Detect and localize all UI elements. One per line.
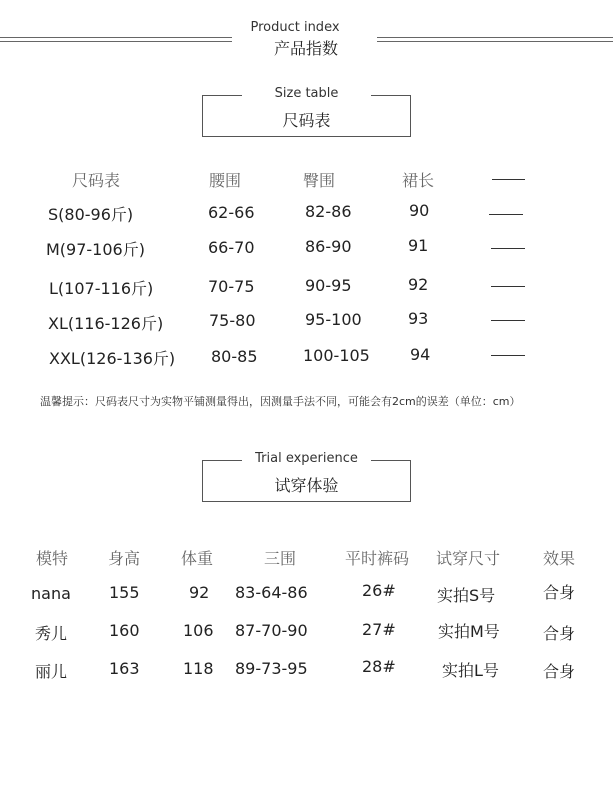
size-header-dash	[492, 179, 525, 180]
size-table-cn-title: 尺码表	[282, 111, 331, 130]
size-row-3-hip: 90-95	[305, 276, 352, 295]
trial-en-title: Trial experience	[255, 451, 358, 466]
size-row-2-dash	[491, 248, 525, 249]
trial-row-2-effect: 合身	[543, 624, 576, 643]
trial-row-2-model: 秀儿	[35, 624, 68, 643]
size-row-2-waist: 66-70	[208, 238, 255, 257]
size-row-4-length: 93	[408, 309, 429, 328]
size-row-2-size: M(97-106斤)	[46, 240, 145, 259]
trial-row-3-height: 163	[109, 659, 140, 678]
size-row-3-size: L(107-116斤)	[49, 279, 154, 298]
size-header-waist: 腰围	[209, 171, 242, 190]
size-table-title-box	[202, 86, 411, 137]
trial-row-3-trial-size: 实拍L号	[442, 661, 499, 680]
trial-row-3-weight: 118	[183, 659, 214, 678]
trial-row-2-measurements: 87-70-90	[235, 621, 308, 640]
size-row-4-hip: 95-100	[305, 310, 362, 329]
header-cn-title: 产品指数	[273, 39, 338, 58]
trial-header-measurements: 三围	[264, 549, 297, 568]
trial-title-box	[202, 451, 411, 502]
size-header-hip: 臀围	[303, 171, 336, 190]
trial-row-3-effect: 合身	[543, 662, 576, 681]
size-header-size: 尺码表	[72, 171, 121, 190]
size-row-5-length: 94	[410, 345, 431, 364]
trial-row-3-measurements: 89-73-95	[235, 659, 308, 678]
trial-row-2-usual-size: 27#	[362, 620, 396, 639]
size-row-5-hip: 100-105	[303, 346, 370, 365]
size-row-4-waist: 75-80	[209, 311, 256, 330]
size-row-2-hip: 86-90	[305, 237, 352, 256]
trial-row-1-trial-size: 实拍S号	[437, 586, 496, 605]
size-note: 温馨提示：尺码表尺寸为实物平铺测量得出，因测量手法不同，可能会有2cm的误差（单位：cm）	[40, 395, 521, 408]
header-line-left-top	[0, 37, 232, 38]
trial-cn-title: 试穿体验	[274, 476, 339, 495]
size-row-1-length: 90	[409, 201, 430, 220]
trial-row-1-weight: 92	[189, 583, 210, 602]
trial-header-trial-size: 试穿尺寸	[436, 549, 501, 568]
trial-header-effect: 效果	[543, 549, 576, 568]
size-row-3-length: 92	[408, 275, 429, 294]
trial-row-2-height: 160	[109, 621, 140, 640]
trial-row-1-usual-size: 26#	[362, 581, 396, 600]
trial-row-3-model: 丽儿	[35, 662, 68, 681]
trial-header-model: 模特	[36, 549, 69, 568]
trial-row-1-measurements: 83-64-86	[235, 583, 308, 602]
size-row-3-waist: 70-75	[208, 277, 255, 296]
trial-header-weight: 体重	[181, 549, 214, 568]
size-row-1-dash	[489, 214, 523, 215]
size-row-5-waist: 80-85	[211, 347, 258, 366]
size-table-en-title: Size table	[274, 86, 339, 101]
size-row-3-dash	[491, 286, 525, 287]
trial-row-2-trial-size: 实拍M号	[438, 622, 500, 641]
size-row-4-size: XL(116-126斤)	[48, 314, 164, 333]
trial-row-2-weight: 106	[183, 621, 214, 640]
header-line-right-top	[377, 37, 613, 38]
trial-row-1-height: 155	[109, 583, 140, 602]
trial-row-1-effect: 合身	[543, 583, 576, 602]
trial-header-height: 身高	[108, 549, 141, 568]
trial-row-3-usual-size: 28#	[362, 657, 396, 676]
trial-row-1-model: nana	[31, 584, 71, 603]
size-row-2-length: 91	[408, 236, 429, 255]
size-header-length: 裙长	[402, 171, 435, 190]
size-row-5-dash	[491, 355, 525, 356]
trial-header-usual-size: 平时裤码	[345, 549, 410, 568]
size-row-1-size: S(80-96斤)	[48, 205, 134, 224]
header-line-left-bottom	[0, 41, 232, 42]
size-row-1-waist: 62-66	[208, 203, 255, 222]
header-en-title: Product index	[250, 20, 340, 35]
size-row-5-size: XXL(126-136斤)	[49, 349, 176, 368]
size-row-4-dash	[491, 320, 525, 321]
header-line-right-bottom	[377, 41, 613, 42]
size-row-1-hip: 82-86	[305, 202, 352, 221]
